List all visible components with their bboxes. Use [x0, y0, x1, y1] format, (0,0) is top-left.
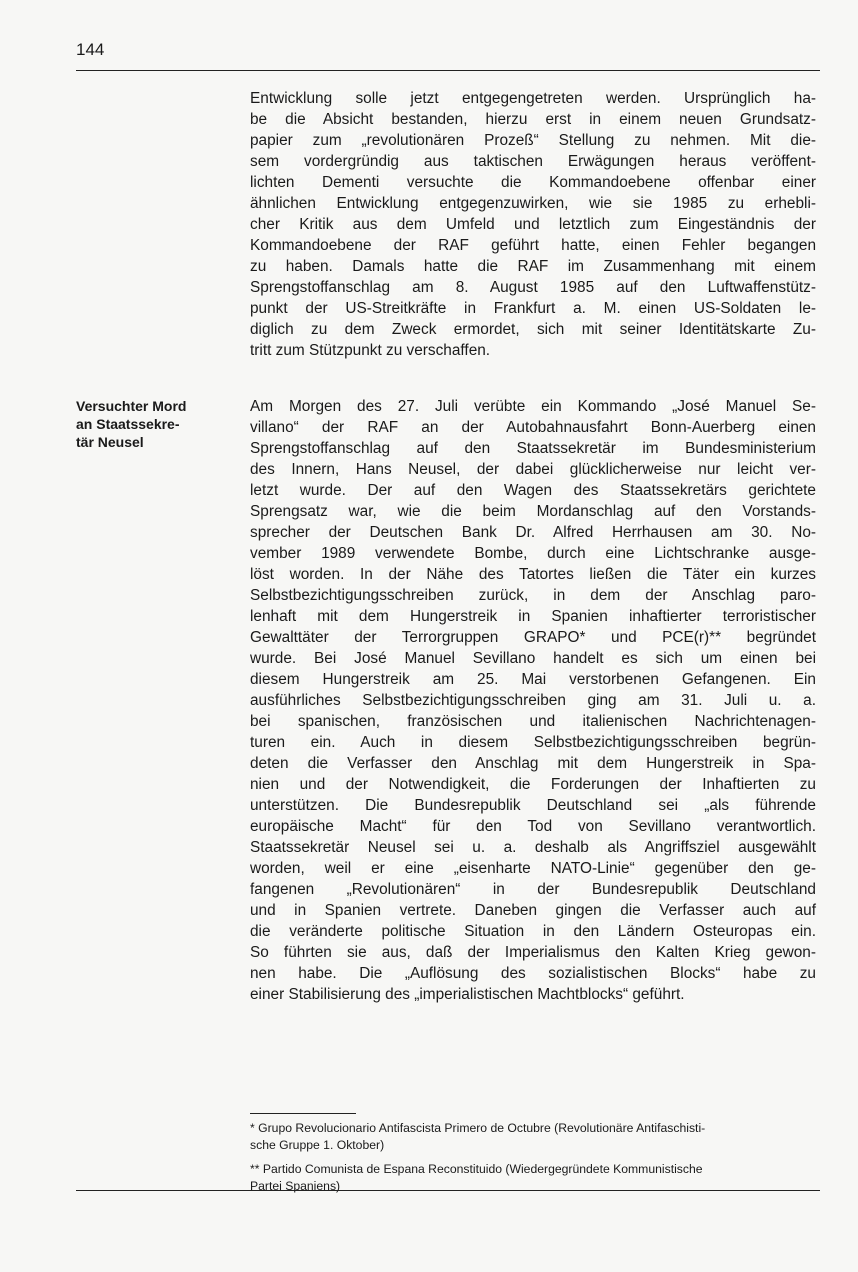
- text-line: bei spanischen, französischen und italienischen Nachrichtenagen-: [250, 713, 816, 730]
- text-line: villano“ der RAF an der Autobahnausfahrt Bonn-Auerberg einen: [250, 419, 816, 436]
- text-line: löst worden. In der Nähe des Tatortes ließen die Täter ein kurzes: [250, 566, 816, 583]
- margin-note-line: tär Neusel: [76, 434, 144, 450]
- paragraph-2: [250, 396, 816, 1005]
- text-line: Sprengstoffanschlag am 8. August 1985 auf den Luftwaffenstütz-: [250, 279, 816, 296]
- text-line: sprecher der Deutschen Bank Dr. Alfred Herrhausen am 30. No-: [250, 524, 816, 541]
- text-line: wurde. Bei José Manuel Sevillano handelt es sich um einen bei: [250, 650, 816, 667]
- text-line: Gewalttäter der Terrorgruppen GRAPO* und PCE(r)** begründet: [250, 629, 816, 646]
- text-line: fangenen „Revolutionären“ in der Bundesrepublik Deutschland: [250, 881, 816, 898]
- text-line: deten die Verfasser den Anschlag mit dem Hungerstreik in Spa-: [250, 755, 816, 772]
- text-line: Selbstbezichtigungsschreiben zurück, in dem der Anschlag paro-: [250, 587, 816, 604]
- text-line: lichten Dementi versuchte die Kommandoebene offenbar einer: [250, 174, 816, 191]
- header-rule: [76, 70, 820, 71]
- text-line: sem vordergründig aus taktischen Erwägungen heraus veröffent-: [250, 153, 816, 170]
- text-line: cher Kritik aus dem Umfeld und letztlich zum Eingeständnis der: [250, 216, 816, 233]
- text-line: punkt der US-Streitkräfte in Frankfurt a. M. einen US-Soldaten le-: [250, 300, 816, 317]
- margin-note-line: Versuchter Mord: [76, 398, 187, 414]
- text-line: turen ein. Auch in diesem Selbstbezichtigungsschreiben begrün-: [250, 734, 816, 751]
- text-line: europäische Macht“ für den Tod von Sevillano verantwortlich.: [250, 818, 816, 835]
- text-line: ausführliches Selbstbezichtigungsschreiben ging am 31. Juli u. a.: [250, 692, 816, 709]
- text-line: papier zum „revolutionären Prozeß“ Stellung zu nehmen. Mit die-: [250, 132, 816, 149]
- margin-note-line: an Staatssekre-: [76, 416, 180, 432]
- text-line: worden, weil er eine „eisenharte NATO-Linie“ gegenüber den ge-: [250, 860, 816, 877]
- text-line: nien und der Notwendigkeit, die Forderungen der Inhaftierten zu: [250, 776, 816, 793]
- text-line: Sprengstoffanschlag auf den Staatssekretär im Bundesministerium: [250, 440, 816, 457]
- text-line: letzt wurde. Der auf den Wagen des Staatssekretärs gerichtete: [250, 482, 816, 499]
- paragraph-1: [250, 88, 816, 361]
- text-line: Staatssekretär Neusel sei u. a. deshalb als Angriffsziel ausgewählt: [250, 839, 816, 856]
- margin-note: [76, 397, 216, 451]
- footnote-line: sche Gruppe 1. Oktober): [250, 1138, 385, 1152]
- text-line: und in Spanien vertrete. Daneben gingen die Verfasser auch auf: [250, 902, 816, 919]
- text-line: diesem Hungerstreik am 25. Mai verstorbenen Gefangenen. Ein: [250, 671, 816, 688]
- text-line: be die Absicht bestanden, hierzu erst in einem neuen Grundsatz-: [250, 111, 816, 128]
- text-line: tritt zum Stützpunkt zu verschaffen.: [250, 342, 491, 359]
- page-number: 144: [76, 40, 105, 59]
- text-line: des Innern, Hans Neusel, der dabei glücklicherweise nur leicht ver-: [250, 461, 816, 478]
- footer-rule: [76, 1190, 820, 1191]
- text-line: zu haben. Damals hatte die RAF im Zusammenhang mit einem: [250, 258, 816, 275]
- text-line: einer Stabilisierung des „imperialistischen Machtblocks“ geführt.: [250, 986, 685, 1003]
- text-line: Kommandoebene der RAF geführt hatte, einen Fehler begangen: [250, 237, 816, 254]
- text-line: lenhaft mit dem Hungerstreik in Spanien inhaftierter terroristischer: [250, 608, 816, 625]
- text-line: ähnlichen Entwicklung entgegenzuwirken, wie sie 1985 zu erhebli-: [250, 195, 816, 212]
- text-line: Am Morgen des 27. Juli verübte ein Kommando „José Manuel Se-: [250, 398, 816, 415]
- text-line: unterstützen. Die Bundesrepublik Deutschland sei „als führende: [250, 797, 816, 814]
- text-line: Sprengsatz war, wie die beim Mordanschlag auf den Vorstands-: [250, 503, 816, 520]
- text-line: So führten sie aus, daß der Imperialismus den Kalten Krieg gewon-: [250, 944, 816, 961]
- text-line: diglich zu dem Zweck ermordet, sich mit seiner Identitätskarte Zu-: [250, 321, 816, 338]
- footnote-line: * Grupo Revolucionario Antifascista Primero de Octubre (Revolutionäre Antifaschisti-: [250, 1121, 706, 1135]
- footnote-line: ** Partido Comunista de Espana Reconstituido (Wiedergegründete Kommunistische: [250, 1162, 703, 1176]
- footnote-rule: [250, 1113, 356, 1114]
- text-line: nen habe. Die „Auflösung des sozialistischen Blocks“ habe zu: [250, 965, 816, 982]
- text-line: vember 1989 verwendete Bombe, durch eine Lichtschranke ausge-: [250, 545, 816, 562]
- text-line: die veränderte politische Situation in den Ländern Osteuropas ein.: [250, 923, 816, 940]
- text-line: Entwicklung solle jetzt entgegengetreten werden. Ursprünglich ha-: [250, 90, 816, 107]
- footnote: [250, 1120, 816, 1154]
- footnote-line: Partei Spaniens): [250, 1179, 341, 1193]
